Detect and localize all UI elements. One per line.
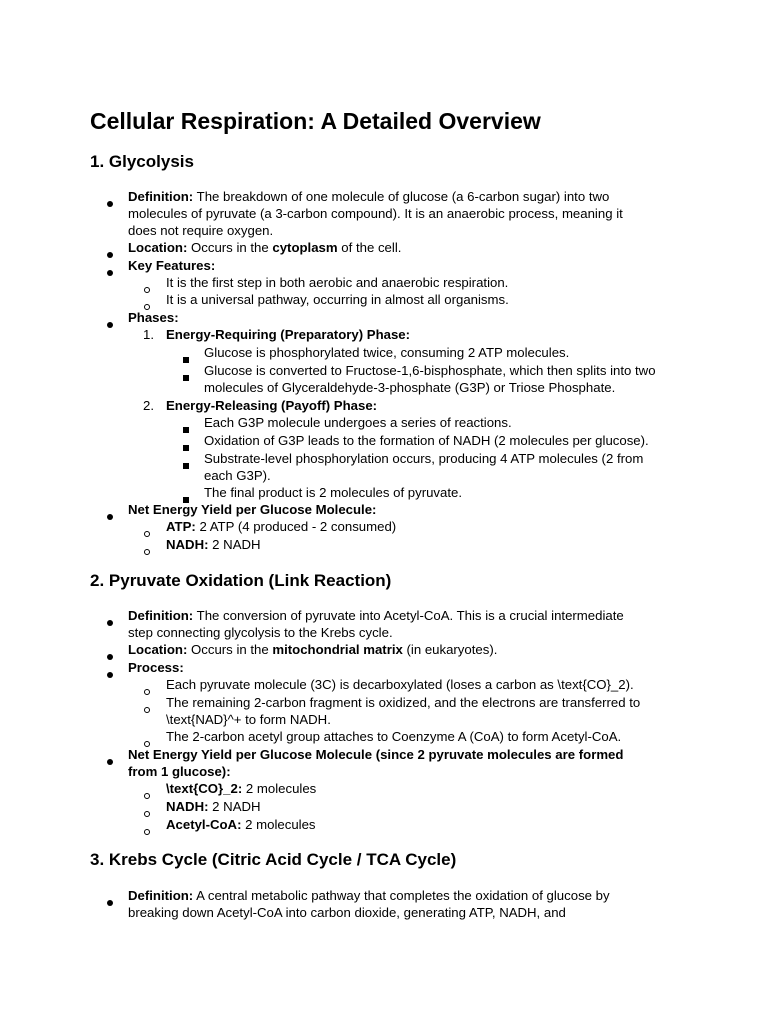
bullet-icon: [107, 194, 113, 212]
list-item: Process:: [128, 660, 184, 675]
square-bullet-icon: [183, 368, 189, 386]
bullet-icon: [107, 507, 113, 525]
bullet-icon: [107, 245, 113, 263]
list-item-continuation: step connecting glycolysis to the Krebs cycle.: [128, 625, 393, 640]
list-item: Substrate-level phosphorylation occurs, producing 4 ATP molecules (2 from: [204, 451, 644, 466]
list-item: NADH: 2 NADH: [166, 537, 261, 552]
list-item-continuation: \text{NAD}^+ to form NADH.: [166, 712, 331, 727]
list-item: \text{CO}_2: 2 molecules: [166, 781, 317, 796]
list-item-continuation: each G3P).: [204, 468, 271, 483]
list-number: 1.: [143, 327, 154, 342]
section-heading-glycolysis: 1. Glycolysis: [90, 152, 194, 171]
page-title: Cellular Respiration: A Detailed Overview: [90, 108, 541, 134]
list-item-continuation: molecules of pyruvate (a 3-carbon compound). It is an anaerobic process, meaning it: [128, 206, 623, 221]
section-heading-krebs-cycle: 3. Krebs Cycle (Citric Acid Cycle / TCA Cycle): [90, 850, 457, 869]
list-item: NADH: 2 NADH: [166, 799, 261, 814]
bullet-icon: [107, 647, 113, 665]
list-item-continuation: from 1 glucose):: [128, 764, 231, 779]
bullet-icon: [107, 263, 113, 281]
bullet-icon: [107, 752, 113, 770]
list-item-continuation: molecules of Glyceraldehyde-3-phosphate (G3P) or Triose Phosphate.: [204, 380, 616, 395]
list-item: ATP: 2 ATP (4 produced - 2 consumed): [166, 519, 397, 534]
square-bullet-icon: [183, 420, 189, 438]
list-item: The remaining 2-carbon fragment is oxidized, and the electrons are transferred to: [166, 695, 641, 710]
list-item: Net Energy Yield per Glucose Molecule (since 2 pyruvate molecules are formed: [128, 747, 624, 762]
list-item: Location: Occurs in the cytoplasm of the cell.: [128, 240, 402, 255]
square-bullet-icon: [183, 350, 189, 368]
list-item: Phases:: [128, 310, 179, 325]
list-item: Definition: The breakdown of one molecule of glucose (a 6-carbon sugar) into two: [128, 189, 610, 204]
list-item-continuation: does not require oxygen.: [128, 223, 274, 238]
circle-bullet-icon: [144, 822, 150, 840]
list-item-continuation: breaking down Acetyl-CoA into carbon dioxide, generating ATP, NADH, and: [128, 905, 566, 920]
circle-bullet-icon: [144, 524, 150, 542]
list-item: It is a universal pathway, occurring in almost all organisms.: [166, 292, 509, 307]
list-item: Definition: A central metabolic pathway that completes the oxidation of glucose by: [128, 888, 610, 903]
circle-bullet-icon: [144, 682, 150, 700]
list-item: Acetyl-CoA: 2 molecules: [166, 817, 316, 832]
list-item: Glucose is phosphorylated twice, consuming 2 ATP molecules.: [204, 345, 570, 360]
bullet-icon: [107, 613, 113, 631]
list-item: Definition: The conversion of pyruvate into Acetyl-CoA. This is a crucial intermediate: [128, 608, 624, 623]
circle-bullet-icon: [144, 700, 150, 718]
list-item: Energy-Requiring (Preparatory) Phase:: [166, 327, 411, 342]
bullet-icon: [107, 893, 113, 911]
section-heading-pyruvate-oxidation: 2. Pyruvate Oxidation (Link Reaction): [90, 571, 392, 590]
square-bullet-icon: [183, 438, 189, 456]
list-item: Each G3P molecule undergoes a series of reactions.: [204, 415, 512, 430]
list-item: Energy-Releasing (Payoff) Phase:: [166, 398, 378, 413]
square-bullet-icon: [183, 456, 189, 474]
list-item: Glucose is converted to Fructose-1,6-bisphosphate, which then splits into two: [204, 363, 656, 378]
list-item: Oxidation of G3P leads to the formation of NADH (2 molecules per glucose).: [204, 433, 649, 448]
list-number: 2.: [143, 398, 154, 413]
list-item: The 2-carbon acetyl group attaches to Coenzyme A (CoA) to form Acetyl-CoA.: [166, 729, 622, 744]
bullet-icon: [107, 665, 113, 683]
list-item: Each pyruvate molecule (3C) is decarboxylated (loses a carbon as \text{CO}_2).: [166, 677, 634, 692]
circle-bullet-icon: [144, 804, 150, 822]
circle-bullet-icon: [144, 786, 150, 804]
bullet-icon: [107, 315, 113, 333]
circle-bullet-icon: [144, 280, 150, 298]
circle-bullet-icon: [144, 542, 150, 560]
list-item: Location: Occurs in the mitochondrial matrix (in eukaryotes).: [128, 642, 498, 657]
list-item: Key Features:: [128, 258, 216, 273]
list-item: Net Energy Yield per Glucose Molecule:: [128, 502, 377, 517]
list-item: It is the first step in both aerobic and anaerobic respiration.: [166, 275, 509, 290]
list-item: The final product is 2 molecules of pyruvate.: [204, 485, 463, 500]
